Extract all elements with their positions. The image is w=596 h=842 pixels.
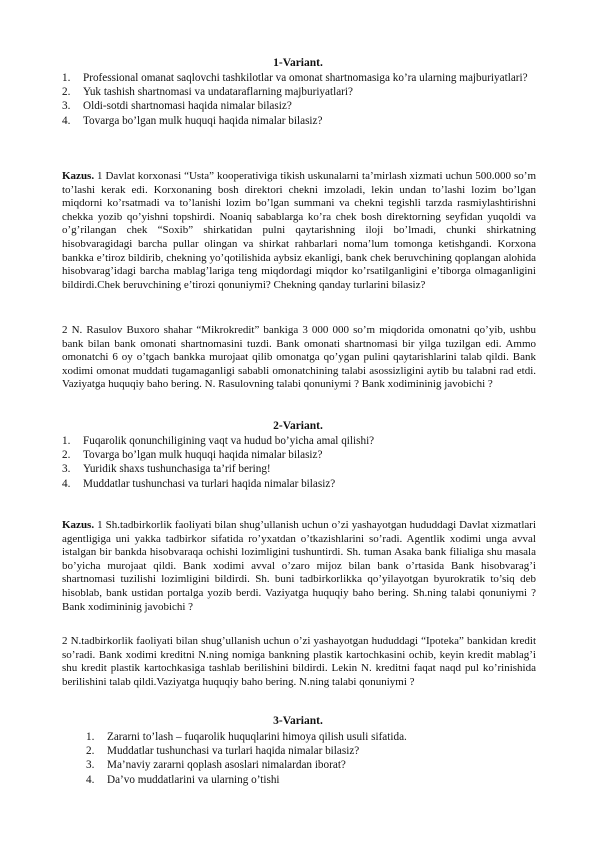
variant-1-title: 1-Variant. — [273, 57, 323, 69]
list-item: 3. Ma’naviy zararni qoplash asoslari nimalardan iborat? — [86, 759, 346, 772]
variant-3-questions — [86, 730, 526, 787]
list-item: 2. Tovarga bo’lgan mulk huquqi haqida nimalar bilasiz? — [62, 449, 323, 462]
variant-1-case-2: 2 N. Rasulov Buxoro shahar “Mikrokredit” bankiga 3 000 000 so’m miqdorida omonatni qo’yib, ushbu bank bilan bank omonati shartnomasini tuzdi. Bank omonati shartnomasi bir yilga tuzilgan edi. Ammo omonatchi 6 oy o’tgach bankka murojaat qilib omonatga qo’ygan pulini qaytarishlarini talab qildi. Bank xodimi omonat muddati tugamaganligi sababli omonatchining talabi asossizligini aytib bu talabni rad etdi. Vaziyatga huquqiy baho bering. N. Rasulovning talabi qonuniymi ? Bank xodimininig javobichi ? — [62, 324, 536, 391]
variant-2-case-1: Kazus. 1 Sh.tadbirkorlik faoliyati bilan shug’ullanish uchun o’zi yashayotgan hududdagi Davlat xizmatlari agentligiga uni yakka tadbirkor sifatida ro’yxatdan o’tkazishlarini so’radi. Agentlik xodimi unga avval istalgan bir bankda hisobvaraqa ochishi lozimligini tushuntirdi. Sh. tuman Asaka bank filialiga shu masala bo’yicha murojaat qildi. Bank xodimi avval o’zaro mijoz bilan bank o’rtasida Bank hisobvarag’i shartnomasi tuzilishi lozimligini bildirdi. Sh. buni tadbirkorlikka qo’yilayotgan byurokratik to’siq deb hisoblab, bank ustidan portalga yozib berdi. Vaziyatga huquqiy baho bering. Sh.ning talabi qonuniymi ? Bank xodimininig javobichi ? — [62, 519, 537, 613]
variant-1-case-1: Kazus. 1 Davlat korxonasi “Usta” kooperativiga tikish uskunalarni ta’mirlash xizmati uchun 500.000 so’m to’lashi kerak edi. Korxonaning bosh direktori chekni imzoladi, lekin undan to’lashi lozim bo’lgan miqdorni ko’rsatmadi va to’lanishi lozim bo’lgan summani va chekni tegishli tarzda rasmiylashtirishni chekka yozib qo’yishni topshirdi. Noaniq sabablarga ko’ra chek bosh direktorning seyfidan yuqoldi va o’g’rilangan chek “Soxib” shirkatidan pulni qaytarishning iloji bo’lmadi, chunki shirkatning hisobvaragidagi barcha pullar olingan va shirkat rahbarlari noma’lum tomonga ketishgandi. Korxona bankka e’tiroz bildirib, chekning yo’qotilishida aybsiz ekanligi, bank chek beruvchining qoplangan alohida hisobvarag’idagi barcha mablag’lariga teng miqdordagi miqdor ko’rsatilganligini e’tiborga olmaganligini bildirdi.Chek beruvchining e’tirozi qonuniymi? Chekning qanday turlarini bilasiz? — [62, 170, 536, 291]
list-item: 4. Da’vo muddatlarini va ularning o’tishi — [86, 773, 280, 786]
variant-2-title: 2-Variant. — [273, 420, 323, 432]
list-item: 4. Tovarga bo’lgan mulk huquqi haqida nimalar bilasiz? — [62, 114, 323, 127]
variant-2-questions — [62, 434, 532, 491]
list-item: 3. Oldi-sotdi shartnomasi haqida nimalar bilasiz? — [62, 100, 292, 113]
variant-2-case-2: 2 N.tadbirkorlik faoliyati bilan shug’ullanish uchun o’zi yashayotgan hududdagi “Ipoteka” bankidan kredit so’radi. Bank xodimi kreditni N.ning nomiga bankning plastik kartochkasini ochib, keyin kredit mablag’i shu kredit plastik kartochkasiga tashlab berilishini bildirdi. Lekin N. kreditni faqat naqd pul ko’rinishida berilishini talab qildi.Vaziyatga huquqiy baho bering. N.ning talabi qonuniymi ? — [62, 635, 536, 688]
list-item: 2. Muddatlar tushunchasi va turlari haqida nimalar bilasiz? — [86, 745, 360, 758]
list-item: 2. Yuk tashish shartnomasi va undataraflarning majburiyatlari? — [62, 86, 353, 99]
list-item: 1. Professional omanat saqlovchi tashkilotlar va omonat shartnomasiga ko’ra ularning majburiyatlari? — [62, 72, 528, 84]
list-item: 4. Muddatlar tushunchasi va turlari haqida nimalar bilasiz? — [62, 477, 336, 490]
variant-3-title: 3-Variant. — [273, 715, 323, 727]
list-item: 1. Fuqarolik qonunchiligining vaqt va hudud bo’yicha amal qilishi? — [62, 435, 375, 447]
list-item: 1. Zararni to’lash – fuqarolik huquqlarini himoya qilish usuli sifatida. — [86, 731, 407, 743]
variant-1-questions — [62, 71, 532, 128]
list-item: 3. Yuridik shaxs tushunchasiga ta’rif bering! — [62, 463, 271, 476]
